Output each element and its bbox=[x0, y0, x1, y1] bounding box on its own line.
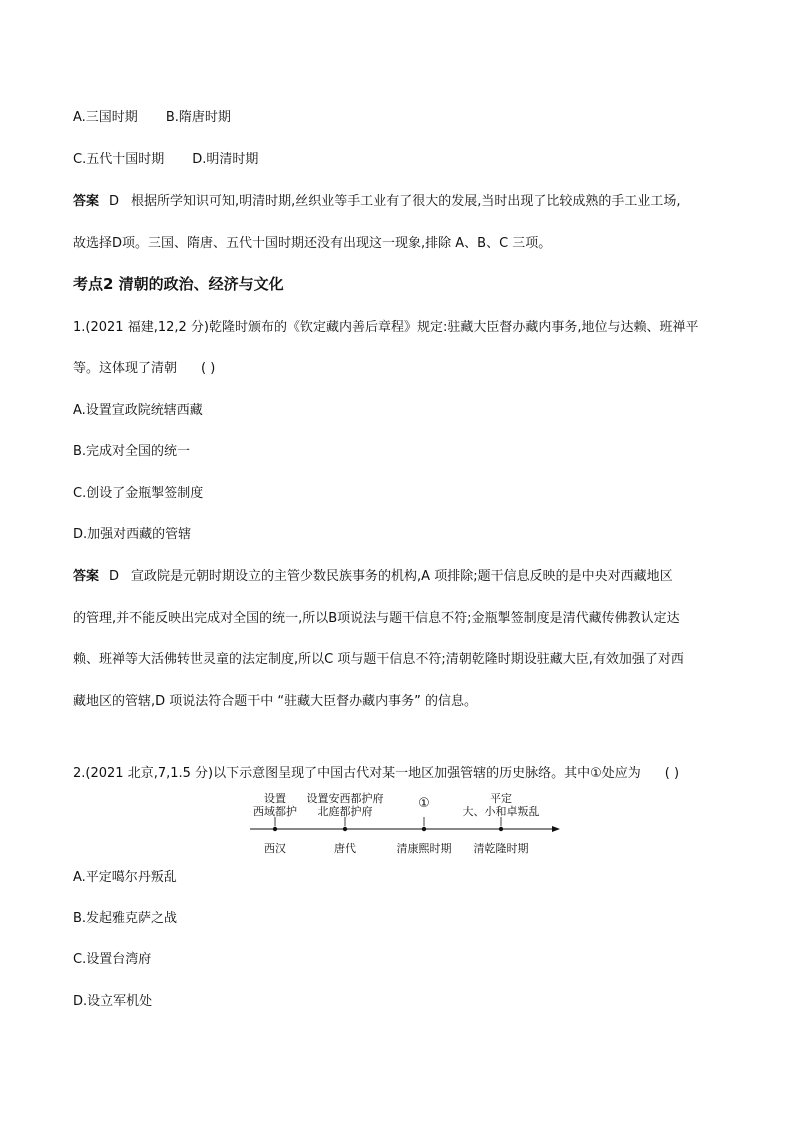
q1-answer-paren: ( ) bbox=[201, 361, 216, 376]
prev-option-a: A.三国时期 bbox=[73, 110, 138, 125]
q1-answer-label: 答案 bbox=[73, 569, 100, 584]
q1-explanation-4: 藏地区的管辖,D 项说法符合题干中 “驻藏大臣督办藏内事务” 的信息。 bbox=[73, 694, 478, 709]
timeline-dot-2 bbox=[343, 827, 347, 831]
section-title: 考点2 清朝的政治、经济与文化 bbox=[73, 275, 284, 293]
timeline-event-4-line-2: 大、小和卓叛乱 bbox=[462, 805, 540, 818]
timeline-event-1-period: 西汉 bbox=[264, 842, 286, 855]
q2-option-c: C.设置台湾府 bbox=[73, 952, 152, 967]
q1-answer-letter: D bbox=[109, 569, 120, 584]
q2-option-a: A.平定噶尔丹叛乱 bbox=[73, 870, 177, 885]
q2-option-b: B.发起雅克萨之战 bbox=[73, 911, 178, 926]
prev-explanation-1: 根据所学知识可知,明清时期,丝织业等手工业有了很大的发展,当时出现了比较成熟的手工业工场, bbox=[131, 194, 681, 209]
timeline-event-4-top bbox=[463, 792, 540, 818]
q2-stem: 2.(2021 北京,7,1.5 分)以下示意图呈现了中国古代对某一地区加强管辖的历史脉络。其中①处应为 bbox=[73, 766, 641, 781]
timeline-dot-3 bbox=[422, 827, 426, 831]
timeline-dot-1 bbox=[273, 827, 277, 831]
timeline-event-2-top bbox=[307, 792, 384, 818]
prev-options-row-2 bbox=[73, 152, 258, 168]
prev-option-b: B.隋唐时期 bbox=[165, 110, 231, 125]
q1-stem-2: 等。这体现了清朝 bbox=[73, 361, 178, 376]
q2-answer-paren: ( ) bbox=[664, 766, 680, 781]
q1-stem-2-row bbox=[73, 361, 215, 377]
q1-option-a: A.设置宣政院统辖西藏 bbox=[73, 403, 203, 418]
timeline-event-3-period: 清康熙时期 bbox=[396, 842, 452, 855]
prev-answer-line-1 bbox=[73, 194, 681, 210]
q1-option-c: C.创设了金瓶掣签制度 bbox=[73, 486, 204, 501]
q1-explanation-2: 的管理,并不能反映出完成对全国的统一,所以B项说法与题干信息不符;金瓶掣签制度是清代藏传佛教认定达 bbox=[73, 611, 680, 626]
timeline-event-1-line-1: 设置 bbox=[264, 792, 286, 805]
timeline-event-2-line-1: 设置安西都护府 bbox=[306, 792, 384, 805]
timeline-event-1-top bbox=[253, 792, 297, 818]
prev-explanation-2: 故选择D项。三国、隋唐、五代十国时期还没有出现这一现象,排除 A、B、C 三项。 bbox=[73, 236, 552, 251]
prev-option-c: C.五代十国时期 bbox=[73, 152, 165, 167]
prev-option-d: D.明清时期 bbox=[192, 152, 259, 167]
timeline-event-3-line-1: ① bbox=[418, 796, 430, 811]
prev-answer-letter: D bbox=[109, 194, 120, 209]
timeline-event-4-period: 清乾隆时期 bbox=[473, 842, 529, 855]
q2-stem-row bbox=[73, 766, 679, 782]
timeline-event-3-top bbox=[418, 797, 430, 810]
timeline-arrowhead bbox=[552, 826, 560, 832]
timeline-event-4-line-1: 平定 bbox=[490, 792, 512, 805]
q1-explanation-3: 赖、班禅等大活佛转世灵童的法定制度,所以C 项与题干信息不符;清朝乾隆时期设驻藏大臣,有效加强了对西 bbox=[73, 652, 684, 667]
timeline-event-1-line-2: 西域都护 bbox=[253, 805, 297, 818]
timeline-dot-4 bbox=[499, 827, 503, 831]
prev-answer-label: 答案 bbox=[73, 194, 100, 209]
q1-stem-1: 1.(2021 福建,12,2 分)乾隆时颁布的《钦定藏内善后章程》规定:驻藏大臣督办藏内事务,地位与达赖、班禅平 bbox=[73, 320, 699, 335]
prev-options-row-1 bbox=[73, 110, 231, 126]
q1-explanation-1: 宣政院是元朝时期设立的主管少数民族事务的机构,A 项排除;题干信息反映的是中央对西藏地区 bbox=[131, 569, 673, 584]
timeline-event-2-line-2: 北庭都护府 bbox=[317, 805, 373, 818]
timeline-event-2-period: 唐代 bbox=[334, 842, 356, 855]
q1-option-b: B.完成对全国的统一 bbox=[73, 444, 191, 459]
q1-option-d: D.加强对西藏的管辖 bbox=[73, 527, 192, 542]
q2-option-d: D.设立军机处 bbox=[73, 994, 153, 1009]
q1-answer-line-1 bbox=[73, 569, 673, 585]
